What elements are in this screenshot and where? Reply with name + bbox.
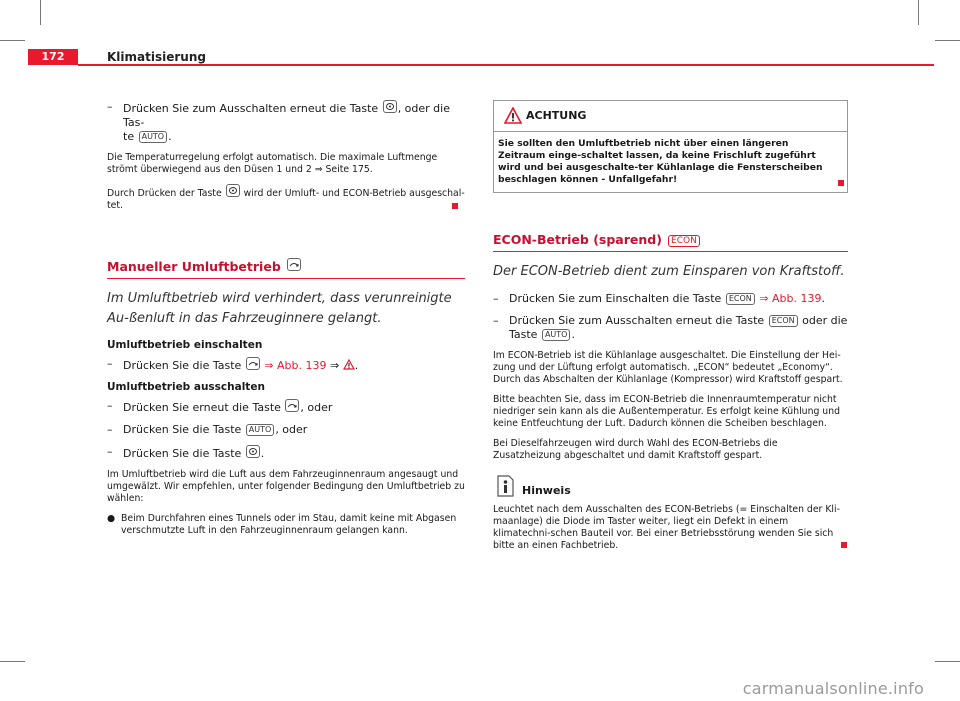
econ-key: ECON [668, 235, 700, 247]
end-mark [838, 180, 844, 186]
section-rule [493, 251, 848, 252]
intro-text: Im Umluftbetrieb wird verhindert, dass verunreinigte Au-ßenluft in das Fahrzeuginnere gelangt. [107, 291, 452, 326]
warning-triangle-icon [343, 359, 355, 372]
subheading: Umluftbetrieb ausschalten [107, 381, 265, 393]
chapter-title: Klimatisierung [107, 50, 206, 64]
header-rule [78, 64, 934, 66]
warning-box [493, 100, 848, 193]
figure-reference[interactable]: ⇒ Abb. 139 [264, 359, 327, 372]
right-column [493, 100, 848, 552]
warning-title: ACHTUNG [526, 109, 587, 122]
step-on: – Drücken Sie die Taste ⇒ Abb. 139 ⇒ . [107, 357, 359, 372]
step-off-1: – Drücken Sie erneut die Taste , oder [107, 399, 333, 414]
subheading: Umluftbetrieb einschalten [107, 339, 263, 351]
paragraph: Im ECON-Betrieb ist die Kühlanlage ausgeschaltet. Die Einstellung der Hei-zung und der Lüftung erfolgt automatisch. „ECON“ bedeutet „Economy“. Durch das Abschalten der Kühlanlage (Kompressor) wird Kraftstoff gespart. [493, 350, 843, 385]
warning-triangle-icon [504, 107, 522, 128]
figure-reference[interactable]: ⇒ Abb. 139 [759, 292, 822, 305]
left-column [107, 100, 465, 545]
auto-key: AUTO [139, 131, 168, 143]
step-off-2: – Drücken Sie die Taste AUTO , oder [107, 423, 308, 436]
crop-mark [40, 0, 41, 25]
hint-text: Leuchtet nach dem Ausschalten des ECON-Betriebs (= Einschalten der Kli-maanlage) die Diode im Taster weiter, liegt ein Defekt in einem klimatechni-schen Bauteil vor. Bei einer Betriebsstörung wenden Sie sich bitte an einen Fachbetrieb. [493, 504, 840, 551]
paragraph: Bei Dieselfahrzeugen wird durch Wahl des ECON-Betriebs die Zusatzheizung abgeschaltet und damit Kraftstoff gespart. [493, 438, 778, 461]
section-rule [107, 278, 465, 279]
fan-defrost-icon [383, 100, 397, 113]
recirculation-icon [287, 258, 301, 271]
section-title: Manueller Umluftbetrieb [107, 259, 281, 274]
paragraph: Bitte beachten Sie, dass im ECON-Betrieb die Innenraumtemperatur nicht niedriger sein kann als die Außentemperatur. Es erfolgt keine Kühlung und keine Entfeuchtung der Luft. Dadurch können die Scheiben beschlagen. [493, 394, 840, 429]
crop-mark [0, 661, 25, 662]
info-icon [495, 474, 515, 502]
step-off: – Drücken Sie zum Ausschalten erneut die Taste , oder die Tas- te AUTO . [107, 100, 450, 143]
end-mark [841, 542, 847, 548]
recirculation-icon [285, 399, 299, 412]
section-heading [107, 256, 465, 275]
auto-key: AUTO [246, 424, 275, 436]
step-off-3: – Drücken Sie die Taste . [107, 445, 265, 460]
hint-heading [493, 474, 848, 500]
paragraph: Im Umluftbetrieb wird die Luft aus dem Fahrzeuginnenraum angesaugt und umgewälzt. Wir empfehlen, unter folgender Bedingung den Umluftbetrieb zu wählen: [107, 469, 465, 504]
crop-mark [935, 661, 960, 662]
paragraph: Durch Drücken der Taste wird der Umluft- und ECON-Betrieb ausgeschal-tet. [107, 184, 465, 212]
fan-defrost-icon [246, 445, 260, 458]
warning-text: Sie sollten den Umluftbetrieb nicht über einen längeren Zeitraum einge-schaltet lassen, da keine Frischluft zugeführt wird und bei ausgeschalte-ter Kühlanlage die Fensterscheiben beschlagen können - Unfallgefahr! [498, 138, 823, 185]
recirculation-icon [246, 357, 260, 370]
intro-text: Der ECON-Betrieb dient zum Einsparen von Kraftstoff. [493, 264, 845, 279]
paragraph: Die Temperaturregelung erfolgt automatisch. Die maximale Luftmenge strömt überwiegend aus den Düsen 1 und 2 ⇒ Seite 175. [107, 152, 438, 175]
bullet-item: ● Beim Durchfahren eines Tunnels oder im Stau, damit keine mit Abgasen verschmutzte Luft in den Fahrzeuginnenraum gelangen kann. [107, 513, 457, 536]
econ-key: ECON [769, 315, 798, 327]
crop-mark [935, 40, 960, 41]
hint-title: Hinweis [522, 484, 571, 497]
step-econ-off: – Drücken Sie zum Ausschalten erneut die Taste ECON oder die Taste AUTO . [493, 314, 848, 341]
auto-key: AUTO [542, 329, 571, 341]
footer-watermark: carmanualsonline.info [0, 676, 960, 701]
page-number: 172 [41, 50, 65, 63]
crop-mark [0, 40, 25, 41]
fan-defrost-icon [226, 184, 240, 197]
econ-key: ECON [726, 293, 755, 305]
section-heading [493, 229, 848, 248]
step-econ-on: – Drücken Sie zum Einschalten die Taste ECON ⇒ Abb. 139. [493, 292, 825, 305]
section-title: ECON-Betrieb (sparend) [493, 232, 662, 247]
end-mark [452, 203, 458, 209]
crop-mark [918, 0, 919, 25]
